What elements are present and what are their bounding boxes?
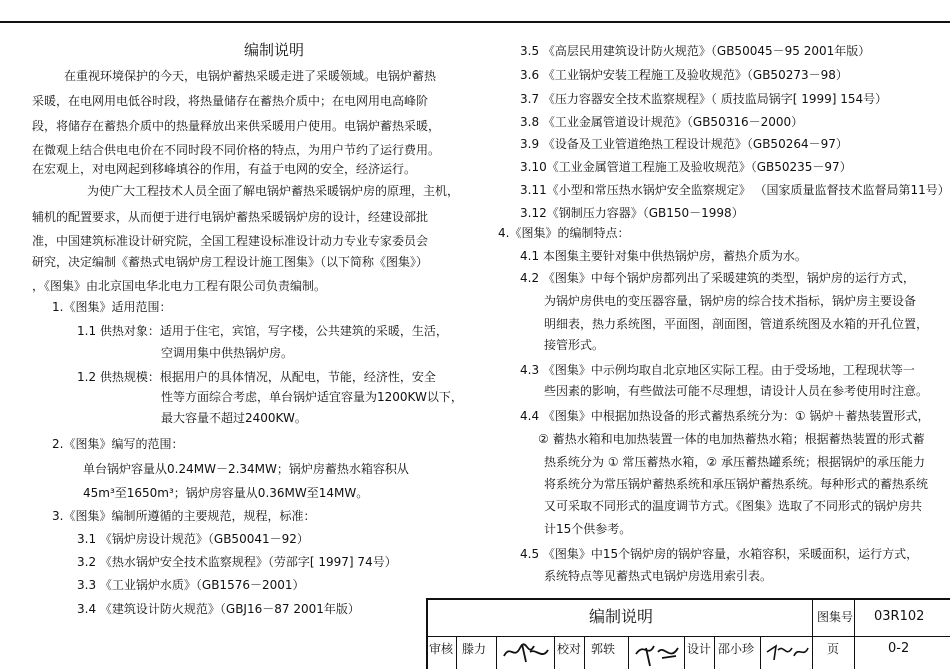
standard-3-12: 3.12《钢制压力容器》（GB150－1998） [520, 206, 744, 220]
page-label: 页 [827, 642, 840, 656]
check-name: 郭轶 [591, 642, 616, 656]
standards-heading: 3.《图集》编制所遵循的主要规范，规程，标准： [52, 509, 316, 523]
atlas-no-label: 图集号 [817, 610, 854, 624]
design-name: 邵小珍 [718, 642, 755, 656]
title-block [426, 598, 950, 669]
feature-4-5-line-1: 4.5 《图集》中15个锅炉房的锅炉容量，水箱容积，采暖面积，运行方式， [520, 547, 919, 561]
standard-3-4: 3.4 《建筑设计防火规范》（GBJ16－87 2001年版） [77, 602, 360, 616]
scope-item-2-line-2: 性等方面综合考虑，单台锅炉适宜容量为1200KW以下， [161, 390, 463, 404]
check-label: 校对 [557, 642, 582, 656]
standard-3-10: 3.10《工业金属管道工程施工及验收规范》（GB50235－97） [520, 160, 852, 174]
feature-4-4-line-6: 计15个供参考。 [544, 522, 632, 536]
intro-line-4: 在微观上结合供电电价在不同时段不同价格的特点，为用户节约了运行费用。 [32, 143, 441, 157]
tb-cell-divider [496, 636, 497, 669]
range-line-2: 45m³至1650m³；锅炉房容量从0.36MW至14MW。 [83, 486, 369, 500]
feature-4-4-line-1: 4.4 《图集》中根据加热设备的形式蓄热系统分为：① 锅炉＋蓄热装置形式， [520, 409, 930, 423]
standard-3-6: 3.6 《工业锅炉安装工程施工及验收规范》（GB50273－98） [520, 68, 848, 82]
tb-cell-divider [684, 636, 685, 669]
intro-line-3: 段，将储存在蓄热介质中的热量释放出来供采暖用户使用。电锅炉蓄热采暖， [32, 119, 441, 133]
design-label: 设计 [687, 642, 712, 656]
page-no: 0-2 [888, 641, 910, 656]
purpose-line-5: ，《图集》由北京国电华北电力工程有限公司负责编制。 [32, 279, 327, 293]
standard-3-1: 3.1 《锅炉房设计规范》（GB50041－92） [77, 532, 309, 546]
title-block-divider-1 [812, 598, 813, 669]
tb-cell-divider [760, 636, 761, 669]
scope-heading: 1.《图集》适用范围： [52, 300, 172, 314]
feature-4-2-line-3: 明细表，热力系统图，平面图，剖面图，管道系统图及水箱的开孔位置， [544, 317, 929, 331]
feature-4-2-line-4: 接管形式。 [544, 338, 605, 352]
purpose-line-4: 研究，决定编制《蓄热式电锅炉房工程设计施工图集》（以下简称《图集》） [32, 255, 429, 269]
feature-4-2-line-2: 为锅炉房供电的变压器容量，锅炉房的综合技术指标，锅炉房主要设备 [544, 294, 917, 308]
intro-line-2: 采暖，在电网用电低谷时段，将热量储存在蓄热介质中；在电网用电高峰阶 [32, 94, 429, 108]
design-signature [764, 638, 810, 666]
tb-cell-divider [714, 636, 715, 669]
atlas-no: 03R102 [874, 609, 925, 624]
frame-top-border [0, 21, 950, 23]
title-block-top-border [426, 598, 950, 600]
scope-item-1-line-2: 空调用集中供热锅炉房。 [161, 346, 294, 360]
purpose-line-3: 准，中国建筑标准设计研究院，全国工程建设标准设计动力专业专家委员会 [32, 234, 429, 248]
standard-3-3: 3.3 《工业锅炉水质》（GB1576－2001） [77, 578, 305, 592]
purpose-line-1: 为使广大工程技术人员全面了解电锅炉蓄热采暖锅炉房的原理，主机， [87, 184, 460, 198]
feature-4-3-line-2: 些因素的影响，有些做法可能不尽理想，请设计人员在参考使用时注意。 [544, 384, 929, 398]
standard-3-7: 3.7 《压力容器安全技术监察规程》（ 质技监局锅字[ 1999] 154号） [520, 92, 888, 106]
standard-3-9: 3.9 《设备及工业管道绝热工程设计规范》（GB50264－97） [520, 137, 848, 151]
scope-item-1-line-1: 1.1 供热对象：适用于住宅，宾馆，写字楼，公共建筑的采暖，生活， [77, 324, 448, 338]
feature-4-1: 4.1 本图集主要针对集中供热锅炉房，蓄热介质为水。 [520, 249, 807, 263]
feature-4-5-line-2: 系统特点等见蓄热式电锅炉房选用索引表。 [544, 569, 773, 583]
scope-item-2-line-3: 最大容量不超过2400KW。 [161, 411, 307, 425]
scope-item-2-line-1: 1.2 供热规模：根据用户的具体情况，从配电，节能，经济性，安全 [77, 370, 436, 384]
check-signature [632, 638, 682, 668]
standard-3-11: 3.11《小型和常压热水锅炉安全监察规定》 （国家质量监督技术监督局第11号） [520, 183, 950, 197]
range-line-1: 单台锅炉容量从0.24MW－2.34MW；锅炉房蓄热水箱容积从 [83, 462, 409, 476]
feature-4-2-line-1: 4.2 《图集》中每个锅炉房都列出了采暖建筑的类型，锅炉房的运行方式， [520, 271, 915, 285]
standard-3-8: 3.8 《工业金属管道设计规范》（GB50316－2000） [520, 115, 804, 129]
tb-cell-divider [584, 636, 585, 669]
title-block-title: 编制说明 [589, 607, 654, 626]
section-title: 编制说明 [244, 41, 305, 59]
intro-line-5: 在宏观上，对电网起到移峰填谷的作用，有益于电网的安全，经济运行。 [32, 162, 417, 176]
range-heading: 2.《图集》编写的范围： [52, 437, 184, 451]
feature-4-4-line-5: 又可采取不同形式的温度调节方式。《图集》选取了不同形式的锅炉房共 [544, 499, 923, 513]
review-signature [500, 638, 552, 666]
purpose-line-2: 辅机的配置要求，从而便于进行电锅炉蓄热采暖锅炉房的设计，经建设部批 [32, 210, 429, 224]
feature-4-4-line-3: 热系统分为 ① 常压蓄热水箱，② 承压蓄热罐系统；根据锅炉的承压能力 [544, 455, 925, 469]
intro-line-1: 在重视环境保护的今天，电锅炉蓄热采暖走进了采暖领域。电锅炉蓄热 [64, 69, 437, 83]
review-label: 审核 [429, 642, 454, 656]
tb-cell-divider [456, 636, 457, 669]
feature-4-3-line-1: 4.3 《图集》中示例均取自北京地区实际工程。由于受场地，工程现状等一 [520, 363, 915, 377]
standard-3-2: 3.2 《热水锅炉安全技术监察规程》（劳部字[ 1997] 74号） [77, 555, 397, 569]
tb-cell-divider [628, 636, 629, 669]
features-heading: 4.《图集》的编制特点： [498, 226, 630, 240]
title-block-left-border [426, 598, 428, 669]
review-name: 滕力 [462, 642, 487, 656]
title-block-divider-2 [854, 598, 855, 669]
standard-3-5: 3.5 《高层民用建筑设计防火规范》（GB50045－95 2001年版） [520, 44, 871, 58]
title-block-mid-line [426, 636, 950, 637]
tb-cell-divider [554, 636, 555, 669]
feature-4-4-line-2: ② 蓄热水箱和电加热装置一体的电加热蓄热水箱；根据蓄热装置的形式蓄 [538, 432, 925, 446]
feature-4-4-line-4: 将系统分为常压锅炉蓄热系统和承压锅炉蓄热系统。每种形式的蓄热系统 [544, 477, 929, 491]
